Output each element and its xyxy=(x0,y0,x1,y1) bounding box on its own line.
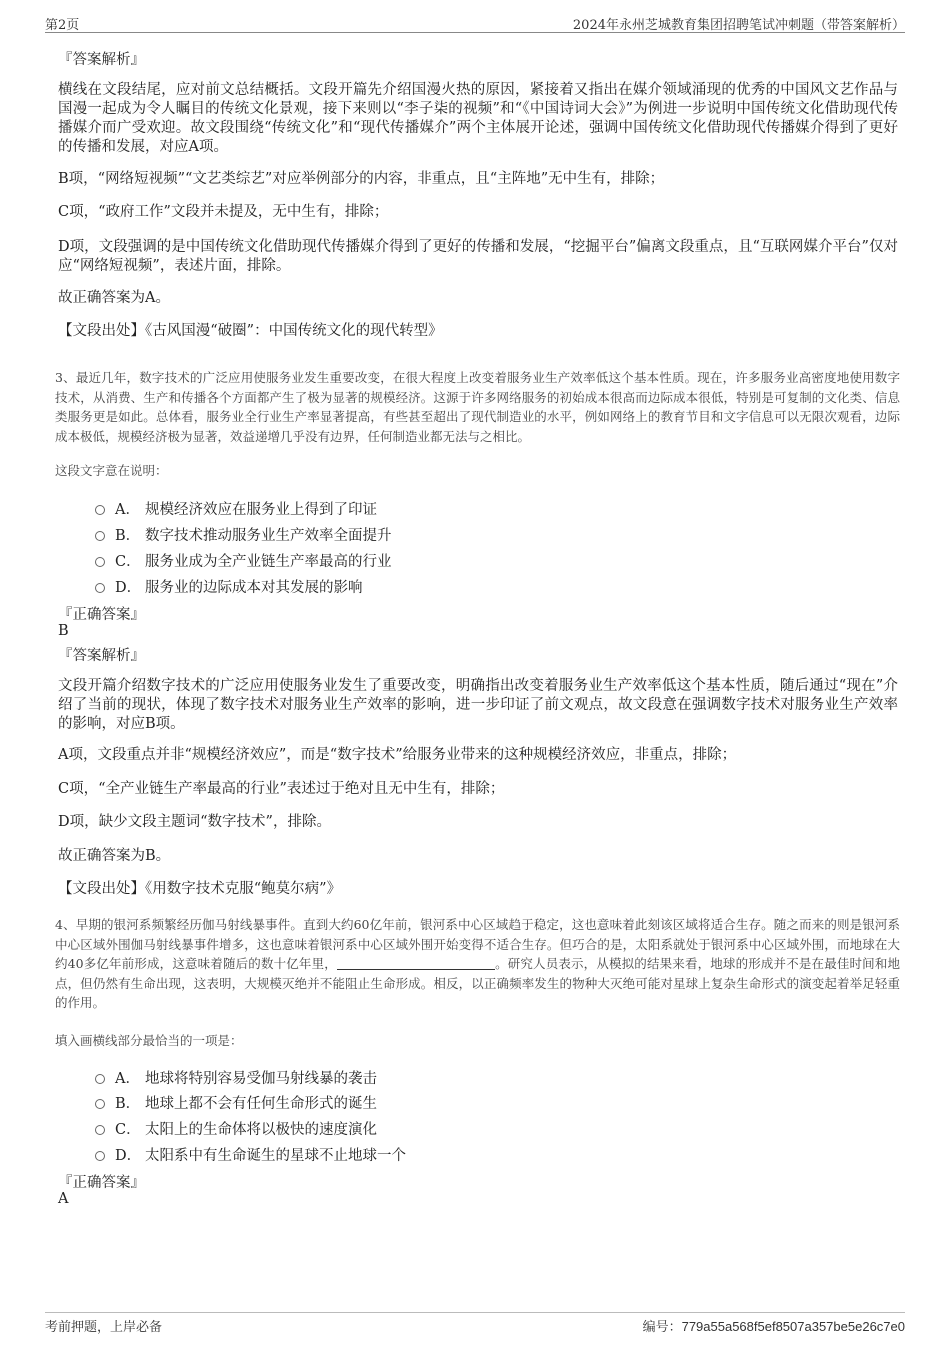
radio-icon[interactable] xyxy=(95,531,105,541)
q4-question-text: 4、早期的银河系频繁经历伽马射线暴事件。直到大约60亿年前，银河系中心区域趋于稳定，这也意味着此刻该区域将适合生存。随之而来的则是银河系中心区域外围伽马射线暴事件增多，这也意味着银河系中心区域外围开始变得不适合生存。但巧合的是，太阳系就处于银河系中心区域外围，而地球在大约40多亿年前形成，这意味着随后的数十亿年里， 。研究人员表示，从模拟的结果来看，地球的形成并不是在最佳时间和地点，但仍然有生命出现，这表明，大规模灭绝并不能阻止生命形成。相反，以正确频率发生的物种大灭绝可能对星球上复杂生命形式的演变起着举足轻重的作用。 xyxy=(55,917,900,1010)
q3-option-a[interactable]: A． 规模经济效应在服务业上得到了印证 xyxy=(95,498,377,519)
page-footer xyxy=(45,1312,905,1335)
q3-answer-label: 『正确答案』 xyxy=(58,607,145,623)
page-number: 第2页 xyxy=(45,18,80,33)
q3-question-text: 3、最近几年，数字技术的广泛应用使服务业发生重要改变，在很大程度上改变着服务业生产效率低这个基本性质。现在，许多服务业高密度地使用数字技术，从消费、生产和传播各个方面都产生了极为显著的规模经济。这源于许多网络服务的初始成本很高而边际成本很低，特别是可复制的文化类、信息类服务更是如此。总体看，服务业全行业生产率显著提高，有些甚至超出了现代制造业的水平，例如网络上的教育节目和文字信息可以无限次观看，边际成本极低，规模经济极为显著，效益递增几乎没有边界，任何制造业都无法与之相比。 xyxy=(55,370,900,444)
radio-icon[interactable] xyxy=(95,505,105,515)
q3-analysis-para-2: A项，文段重点并非“规模经济效应”，而是“数字技术”给服务业带来的这种规模经济效应，非重点，排除； xyxy=(58,747,737,763)
q4-option-d[interactable]: D． 太阳系中有生命诞生的星球不止地球一个 xyxy=(95,1144,406,1165)
q2-analysis-para-4: D项，文段强调的是中国传统文化借助现代传播媒介得到了更好的传播和发展，“挖掘平台”偏离文段重点，且“互联网媒介平台”仅对应“网络短视频”，表述片面，排除。 xyxy=(58,239,898,274)
q3-answer: B xyxy=(58,623,69,639)
q4-option-b[interactable]: B． 地球上都不会有任何生命形式的诞生 xyxy=(95,1092,377,1113)
q2-analysis-label: 『答案解析』 xyxy=(58,52,145,68)
page-header xyxy=(45,12,905,33)
q4-answer: A xyxy=(58,1191,69,1207)
q2-conclusion: 故正确答案为A。 xyxy=(58,290,170,306)
radio-icon[interactable] xyxy=(95,557,105,567)
q4-option-a[interactable]: A． 地球将特别容易受伽马射线暴的袭击 xyxy=(95,1067,377,1088)
q3-analysis-para-4: D项，缺少文段主题词“数字技术”，排除。 xyxy=(58,814,331,830)
q3-option-b[interactable]: B． 数字技术推动服务业生产效率全面提升 xyxy=(95,524,392,545)
radio-icon[interactable] xyxy=(95,1099,105,1109)
q2-analysis-para-2: B项，“网络短视频”“文艺类综艺”对应举例部分的内容，非重点，且“主阵地”无中生有，排除； xyxy=(58,171,665,187)
q3-source: 【文段出处】《用数字技术克服“鲍莫尔病”》 xyxy=(58,881,342,897)
q3-analysis-para-1: 文段开篇介绍数字技术的广泛应用使服务业发生了重要改变，明确指出改变着服务业生产效率低这个基本性质，随后通过“现在”介绍了当前的现状，体现了数字技术对服务业生产效率的影响，进一步印证了前文观点，故文段意在强调数字技术对服务业生产效率的影响，对应B项。 xyxy=(58,678,898,732)
radio-icon[interactable] xyxy=(95,1151,105,1161)
q3-analysis-label: 『答案解析』 xyxy=(58,648,145,664)
q4-prompt: 填入画横线部分最恰当的一项是： xyxy=(55,1033,243,1048)
fill-blank xyxy=(337,957,495,970)
q2-analysis-para-3: C项，“政府工作”文段并未提及，无中生有，排除； xyxy=(58,204,389,220)
document-title: 2024年永州芝城教育集团招聘笔试冲刺题（带答案解析） xyxy=(572,18,905,33)
q3-option-d[interactable]: D． 服务业的边际成本对其发展的影响 xyxy=(95,576,363,597)
radio-icon[interactable] xyxy=(95,1074,105,1084)
q3-analysis-para-3: C项，“全产业链生产率最高的行业”表述过于绝对且无中生有，排除； xyxy=(58,781,505,797)
q4-option-c[interactable]: C． 太阳上的生命体将以极快的速度演化 xyxy=(95,1118,377,1139)
q2-analysis-para-1: 横线在文段结尾，应对前文总结概括。文段开篇先介绍国漫火热的原因，紧接着又指出在媒介领域涌现的优秀的中国风文艺作品与国漫一起成为令人瞩目的传统文化景观，接下来则以“李子柒的视频”和“《中国诗词大会》”为例进一步说明中国传统文化借助现代传播媒介而广受欢迎。故文段围绕“传统文化”和“现代传播媒介”两个主体展开论述，强调中国传统文化借助现代传播媒介得到了更好的传播和发展，对应A项。 xyxy=(58,82,898,155)
q3-prompt: 这段文字意在说明： xyxy=(55,463,168,478)
footer-slogan: 考前押题，上岸必备 xyxy=(45,1320,163,1335)
q3-conclusion: 故正确答案为B。 xyxy=(58,848,171,864)
q3-option-c[interactable]: C． 服务业成为全产业链生产率最高的行业 xyxy=(95,550,392,571)
document-code: 编号：779a55a568f5ef8507a357be5e26c7e0 xyxy=(642,1319,905,1335)
radio-icon[interactable] xyxy=(95,583,105,593)
radio-icon[interactable] xyxy=(95,1125,105,1135)
q2-source: 【文段出处】《古风国漫“破圈”：中国传统文化的现代转型》 xyxy=(58,323,443,339)
q4-answer-label: 『正确答案』 xyxy=(58,1175,145,1191)
